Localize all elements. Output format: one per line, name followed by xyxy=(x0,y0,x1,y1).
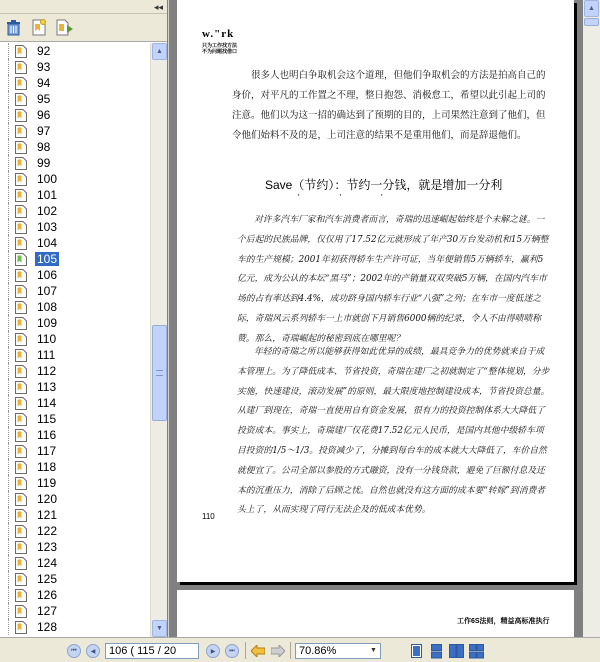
bookmark-item[interactable] xyxy=(0,491,148,507)
bookmark-label: 107 xyxy=(37,284,58,298)
bookmark-page-icon xyxy=(15,61,27,74)
bookmark-label: 108 xyxy=(37,300,58,314)
bookmark-item[interactable] xyxy=(0,203,148,219)
go-forward-button[interactable] xyxy=(270,643,286,659)
bookmark-item[interactable] xyxy=(0,43,148,59)
bookmark-page-icon xyxy=(15,333,27,346)
tree-line xyxy=(8,363,9,379)
tree-line xyxy=(8,459,9,475)
tree-line xyxy=(8,107,9,123)
section-title: Save（节约）：节约一分钱，就是增加一分利 xyxy=(265,178,503,192)
bookmark-page-icon xyxy=(15,509,27,522)
tree-line xyxy=(8,43,9,59)
tree-line xyxy=(8,235,9,251)
bookmark-page-icon xyxy=(15,109,27,122)
bookmark-item[interactable] xyxy=(0,347,148,363)
separator xyxy=(245,642,246,659)
single-page-icon xyxy=(411,644,422,658)
bookmark-item[interactable] xyxy=(0,507,148,523)
bookmark-item[interactable] xyxy=(0,523,148,539)
scroll-thumb[interactable] xyxy=(584,18,599,26)
next-page-button[interactable] xyxy=(206,644,220,658)
page-header: 工作6S法则，精益高标准执行 xyxy=(457,618,550,625)
scroll-thumb[interactable] xyxy=(152,325,167,421)
document-page xyxy=(177,0,574,582)
bookmark-page-icon xyxy=(15,317,27,330)
last-page-icon: ⏭ xyxy=(229,647,235,654)
bookmark-label: 98 xyxy=(37,140,51,154)
continuous-facing-icon xyxy=(469,644,484,659)
bookmark-page-icon xyxy=(15,205,27,218)
bookmark-label: 116 xyxy=(37,428,57,442)
bookmark-label: 127 xyxy=(37,604,58,618)
tree-line xyxy=(8,411,9,427)
back-arrow-icon xyxy=(251,645,265,657)
bookmark-list xyxy=(0,43,148,637)
delete-bookmark-button[interactable] xyxy=(3,18,23,38)
tree-line xyxy=(8,523,9,539)
bookmark-item[interactable] xyxy=(0,75,148,91)
bookmarks-scrollbar[interactable] xyxy=(150,43,167,637)
facing-pages-icon xyxy=(449,644,464,658)
bookmark-item[interactable] xyxy=(0,411,148,427)
tree-line xyxy=(8,571,9,587)
bookmark-label: 125 xyxy=(37,572,58,586)
bookmark-item[interactable] xyxy=(0,219,148,235)
bookmark-label: 117 xyxy=(37,444,57,458)
forward-arrow-icon xyxy=(271,645,285,657)
document-scrollbar[interactable] xyxy=(583,0,600,637)
bookmark-options-icon xyxy=(56,19,74,36)
tree-line xyxy=(8,379,9,395)
tree-line xyxy=(8,507,9,523)
bookmark-item[interactable] xyxy=(0,251,148,267)
header-logo: w."rk xyxy=(202,28,235,40)
bookmark-item[interactable] xyxy=(0,107,148,123)
bookmark-item[interactable] xyxy=(0,379,148,395)
scroll-up-button[interactable] xyxy=(584,0,599,17)
bookmark-page-icon xyxy=(15,77,27,90)
collapse-panel-button[interactable]: ◂◂ xyxy=(153,2,163,12)
bookmark-page-icon xyxy=(15,141,27,154)
tree-line xyxy=(8,91,9,107)
bookmark-label: 103 xyxy=(37,220,58,234)
bookmark-page-icon xyxy=(15,429,27,442)
bookmark-label: 111 xyxy=(37,348,56,362)
tree-line xyxy=(8,427,9,443)
bookmark-page-icon xyxy=(15,125,27,138)
tree-line xyxy=(8,251,9,267)
tree-line xyxy=(8,603,9,619)
bookmark-item[interactable] xyxy=(0,587,148,603)
body-paragraph: 很多人也明白争取机会这个道理，但他们争取机会的方法是拍高自己的身价，对平凡的工作置之不理，整日抱怨、消极怠工，希望以此引起上司的注意。他们以为这一招的确达到了预期的目的，上司果然注意到了他们，但令他们始料不及的是，上司注意的结果不是重用他们，而是辞退他们。 xyxy=(232,70,546,141)
bookmark-item[interactable] xyxy=(0,443,148,459)
tree-line xyxy=(8,539,9,555)
bookmark-label: 101 xyxy=(37,188,58,202)
bookmark-item[interactable] xyxy=(0,331,148,347)
bookmark-label: 106 xyxy=(37,268,58,282)
first-page-icon: ⏮ xyxy=(71,647,77,654)
navigation-status-bar xyxy=(0,637,600,662)
body-paragraph: 年轻的奇瑞之所以能够获得如此优异的成绩，最具竞争力的优势就来自于成本管理上。为了降低成本、节省投资，奇瑞在建厂之初就制定了“整体规划，分步实施，快速建设，滚动发展”的原则，最大限度地控制建设成本，节省投资总量。从建厂到现在，奇瑞一直使用自有资金发展，很有力的投资控制体系大大降低了投资成本。事实上，奇瑞建厂仅花费17.52亿元人民币，是国内其他中级轿车项目投资的1/5～1/3。投资减少了，分摊到每台车的成本就大大降低了，车价自然就便宜了。公司全部以参股的方式融资，没有一分钱贷款，避免了巨额付息及还本的沉重压力，消除了后顾之忧。自然也就没有这方面的成本要“转嫁”到消费者头上了，从而实现了同行无法企及的低成本优势。 xyxy=(237,347,550,516)
bookmark-page-icon xyxy=(15,285,27,298)
bookmark-label: 100 xyxy=(37,172,58,186)
tree-line xyxy=(8,267,9,283)
bookmark-page-icon xyxy=(15,253,27,266)
zoom-value: 70.86% xyxy=(299,645,337,657)
section-marks: ''' xyxy=(298,193,423,202)
bookmark-item[interactable] xyxy=(0,91,148,107)
bookmark-label: 113 xyxy=(37,380,57,394)
facing-view-button[interactable] xyxy=(448,643,464,659)
tree-line xyxy=(8,283,9,299)
bookmark-page-icon xyxy=(15,589,27,602)
bookmark-page-icon xyxy=(15,381,27,394)
bookmark-item[interactable] xyxy=(0,171,148,187)
bookmark-item[interactable] xyxy=(0,187,148,203)
next-page-icon: ▶ xyxy=(210,648,216,655)
last-page-button[interactable] xyxy=(225,644,239,658)
tree-line xyxy=(8,203,9,219)
bookmark-item[interactable] xyxy=(0,139,148,155)
previous-page-button[interactable] xyxy=(86,644,100,658)
bookmark-label: 120 xyxy=(37,492,58,506)
bookmark-page-icon xyxy=(15,573,27,586)
bookmark-page-icon xyxy=(15,237,27,250)
bookmark-label: 114 xyxy=(37,396,57,410)
bookmark-item[interactable] xyxy=(0,315,148,331)
bookmark-label: 93 xyxy=(37,60,51,74)
tree-line xyxy=(8,171,9,187)
bookmark-item[interactable] xyxy=(0,283,148,299)
bookmark-item[interactable] xyxy=(0,459,148,475)
continuous-page-icon xyxy=(431,644,442,659)
bookmark-item[interactable] xyxy=(0,539,148,555)
tree-line xyxy=(8,443,9,459)
bookmark-page-icon xyxy=(15,477,27,490)
tree-line xyxy=(8,587,9,603)
tree-line xyxy=(8,75,9,91)
bookmark-label: 115 xyxy=(37,412,57,426)
bookmark-item[interactable] xyxy=(0,155,148,171)
bookmark-label: 104 xyxy=(37,236,58,250)
tree-line xyxy=(8,475,9,491)
first-page-button[interactable] xyxy=(67,644,81,658)
tree-line xyxy=(8,187,9,203)
go-back-button[interactable] xyxy=(250,643,266,659)
bookmark-label: 124 xyxy=(37,556,58,570)
bookmark-label: 92 xyxy=(37,44,51,58)
arrow-up-icon: ▲ xyxy=(156,48,163,55)
tree-line xyxy=(8,555,9,571)
bookmark-label: 112 xyxy=(37,364,57,378)
bookmark-page-icon xyxy=(15,605,27,618)
bookmark-page-icon xyxy=(15,493,27,506)
bookmark-label: 109 xyxy=(37,316,58,330)
bookmark-page-icon xyxy=(15,557,27,570)
bookmarks-panel xyxy=(0,0,168,637)
bookmark-page-icon xyxy=(15,349,27,362)
continuous-facing-view-button[interactable] xyxy=(468,643,484,659)
arrow-up-icon: ▲ xyxy=(588,5,595,12)
tree-line xyxy=(8,139,9,155)
bookmark-item[interactable] xyxy=(0,555,148,571)
zoom-select[interactable] xyxy=(295,643,381,659)
bookmark-item[interactable] xyxy=(0,123,148,139)
bookmark-label: 119 xyxy=(37,476,57,490)
tree-line xyxy=(8,155,9,171)
bookmark-page-icon xyxy=(15,93,27,106)
single-page-view-button[interactable] xyxy=(408,643,424,659)
bookmark-label: 97 xyxy=(37,124,51,138)
tree-line xyxy=(8,299,9,315)
bookmark-page-icon xyxy=(15,173,27,186)
tree-line xyxy=(8,395,9,411)
tree-line xyxy=(8,123,9,139)
bookmark-page-icon xyxy=(15,461,27,474)
bookmark-label: 118 xyxy=(37,460,57,474)
bookmark-item[interactable] xyxy=(0,59,148,75)
bookmark-page-icon xyxy=(15,189,27,202)
scroll-up-button[interactable] xyxy=(152,43,167,60)
bookmark-label: 95 xyxy=(37,92,51,106)
scroll-down-button[interactable] xyxy=(152,620,167,637)
bookmark-label: 102 xyxy=(37,204,58,218)
bookmark-item[interactable] xyxy=(0,267,148,283)
bookmark-page-icon xyxy=(15,525,27,538)
page-number-field[interactable]: 106 ( 115 / 20 xyxy=(105,643,199,659)
bookmark-item[interactable] xyxy=(0,619,148,635)
bookmark-item[interactable] xyxy=(0,299,148,315)
body-paragraph: 对许多汽车厂家和汽车消费者而言，奇瑞的迅速崛起始终是个未解之谜。一个后起的民族品牌，仅仅用了17.52亿元就形成了年产30万台发动机和15万辆整车的生产规模；2001年初获得轿车生产许可证，当年便销售5万辆轿车，赢利5亿元，成为公认的本坛“黑马”；2002年的产销量双双突破5万辆，在国内汽车市场的占有率达到4.4%，成功跻身国内轿车行业“八强”之列；在车市一度低迷之际，奇瑞风云系列轿车一上市就创下月销售6000辆的纪录，令人不由得啧啧称赞。那么，奇瑞崛起的秘密到底在哪里呢？ xyxy=(237,215,549,344)
bookmark-properties-button[interactable] xyxy=(55,18,75,38)
bookmark-page-icon xyxy=(15,445,27,458)
bookmark-page-icon xyxy=(15,45,27,58)
tree-line xyxy=(8,491,9,507)
new-bookmark-button[interactable] xyxy=(29,18,49,38)
grip-icon xyxy=(156,370,163,376)
bookmark-label: 99 xyxy=(37,156,51,170)
bookmark-label: 96 xyxy=(37,108,51,122)
bookmark-item[interactable] xyxy=(0,475,148,491)
bookmark-label: 128 xyxy=(37,620,58,634)
bookmark-page-icon xyxy=(15,301,27,314)
bookmark-page-icon xyxy=(15,541,27,554)
continuous-view-button[interactable] xyxy=(428,643,444,659)
bookmark-item[interactable] xyxy=(0,603,148,619)
bookmark-page-icon xyxy=(15,157,27,170)
tree-line xyxy=(8,315,9,331)
page-number: 110 xyxy=(202,512,215,521)
bookmark-label: 94 xyxy=(37,76,51,90)
bookmark-label: 122 xyxy=(37,524,58,538)
bookmark-page-icon xyxy=(15,413,27,426)
header-subtitle-1: 只为工作找方法 xyxy=(202,43,238,49)
document-view[interactable] xyxy=(169,0,600,637)
previous-page-icon: ◀ xyxy=(90,648,96,655)
tree-line xyxy=(8,219,9,235)
bookmark-page-icon xyxy=(15,221,27,234)
tree-line xyxy=(8,619,9,635)
arrow-down-icon: ▼ xyxy=(156,625,163,632)
new-bookmark-icon xyxy=(31,19,47,36)
bookmark-label: 105 xyxy=(37,252,58,266)
bookmark-label: 123 xyxy=(37,540,58,554)
bookmark-item[interactable] xyxy=(0,571,148,587)
bookmark-page-icon xyxy=(15,269,27,282)
bookmark-item[interactable] xyxy=(0,363,148,379)
bookmark-page-icon xyxy=(15,621,27,634)
tree-line xyxy=(8,331,9,347)
bookmark-label: 110 xyxy=(37,332,57,346)
bookmark-page-icon xyxy=(15,365,27,378)
chevron-down-icon[interactable]: ▼ xyxy=(370,647,377,654)
bookmark-label: 126 xyxy=(37,588,58,602)
trash-icon xyxy=(6,20,21,36)
bookmark-item[interactable] xyxy=(0,395,148,411)
bookmark-item[interactable] xyxy=(0,235,148,251)
header-subtitle-2: 不为问题找借口 xyxy=(202,49,238,55)
tree-line xyxy=(8,347,9,363)
bookmark-item[interactable] xyxy=(0,427,148,443)
bookmarks-toolbar xyxy=(0,14,167,42)
bookmarks-panel-header xyxy=(0,0,167,14)
tree-line xyxy=(8,59,9,75)
bookmark-label: 121 xyxy=(37,508,58,522)
bookmark-page-icon xyxy=(15,397,27,410)
separator xyxy=(290,642,291,659)
